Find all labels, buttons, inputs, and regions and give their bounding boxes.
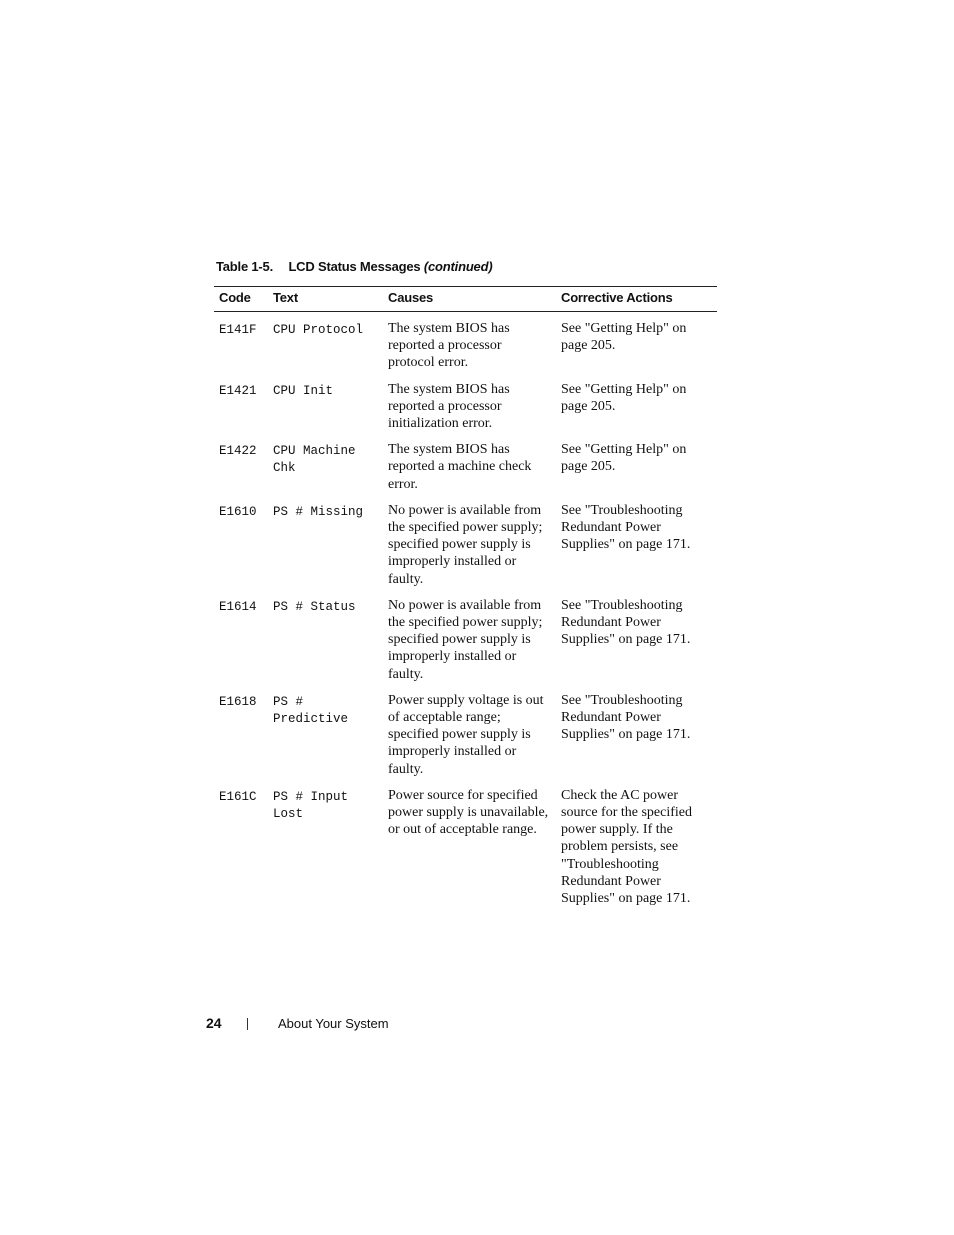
cell-text: PS # Predictive <box>273 694 349 727</box>
cell-corrective-actions: Check the AC power source for the specified power supply. If the problem persists, see "Troubleshooting Redundant Power Supplies" on page 171. <box>561 787 692 907</box>
table-row <box>214 595 717 690</box>
cell-text: CPU Protocol <box>273 323 364 337</box>
cell-code: E141F <box>219 323 257 337</box>
header-corrective-actions: Corrective Actions <box>556 287 717 312</box>
table-row <box>214 500 717 595</box>
table-caption-title: LCD Status Messages <box>288 259 421 274</box>
cell-causes: No power is available from the specified power supply; specified power supply is improperly installed or faulty. <box>388 502 543 587</box>
cell-corrective-actions: See "Troubleshooting Redundant Power Supplies" on page 171. <box>561 692 691 743</box>
table-caption-continued: (continued) <box>423 259 493 274</box>
cell-causes: The system BIOS has reported a machine check error. <box>388 442 532 492</box>
table-row <box>214 312 717 379</box>
cell-causes: Power source for specified power supply is unavailable, or out of acceptable range. <box>388 787 549 838</box>
cell-code: E1614 <box>219 599 257 614</box>
header-text: Text <box>268 287 383 312</box>
cell-code: E1422 <box>219 444 257 459</box>
cell-causes: The system BIOS has reported a processor protocol error. <box>388 321 510 371</box>
table-header-row <box>214 287 717 312</box>
footer-section-title: About Your System <box>278 1016 389 1031</box>
cell-causes: No power is available from the specified power supply; specified power supply is improperly installed or faulty. <box>388 597 543 682</box>
table-caption-label: Table 1-5. <box>216 259 274 274</box>
cell-corrective-actions: See "Troubleshooting Redundant Power Supplies" on page 171. <box>561 597 691 648</box>
cell-causes: Power supply voltage is out of acceptable range; specified power supply is improperly installed or faulty. <box>388 692 544 777</box>
table-row <box>214 785 717 914</box>
footer-separator <box>247 1018 248 1030</box>
cell-code: E1618 <box>219 694 257 709</box>
table-caption <box>216 259 492 274</box>
cell-text: CPU Machine Chk <box>273 444 356 476</box>
cell-text: PS # Input Lost <box>273 789 349 822</box>
cell-code: E161C <box>219 789 257 804</box>
cell-corrective-actions: See "Getting Help" on page 205. <box>561 321 687 354</box>
table-row <box>214 690 717 785</box>
cell-text: PS # Missing <box>273 504 364 519</box>
cell-corrective-actions: See "Troubleshooting Redundant Power Supplies" on page 171. <box>561 502 691 553</box>
cell-text: PS # Status <box>273 599 356 614</box>
cell-corrective-actions: See "Getting Help" on page 205. <box>561 381 687 414</box>
cell-text: CPU Init <box>273 383 334 398</box>
cell-code: E1610 <box>219 504 257 519</box>
header-code: Code <box>214 287 268 312</box>
cell-code: E1421 <box>219 383 257 398</box>
table-row <box>214 439 717 500</box>
page-number: 24 <box>206 1015 222 1031</box>
cell-corrective-actions: See "Getting Help" on page 205. <box>561 442 687 475</box>
header-causes: Causes <box>383 287 556 312</box>
lcd-status-messages-table <box>214 286 717 914</box>
cell-causes: The system BIOS has reported a processor initialization error. <box>388 381 510 432</box>
table-row <box>214 379 717 440</box>
